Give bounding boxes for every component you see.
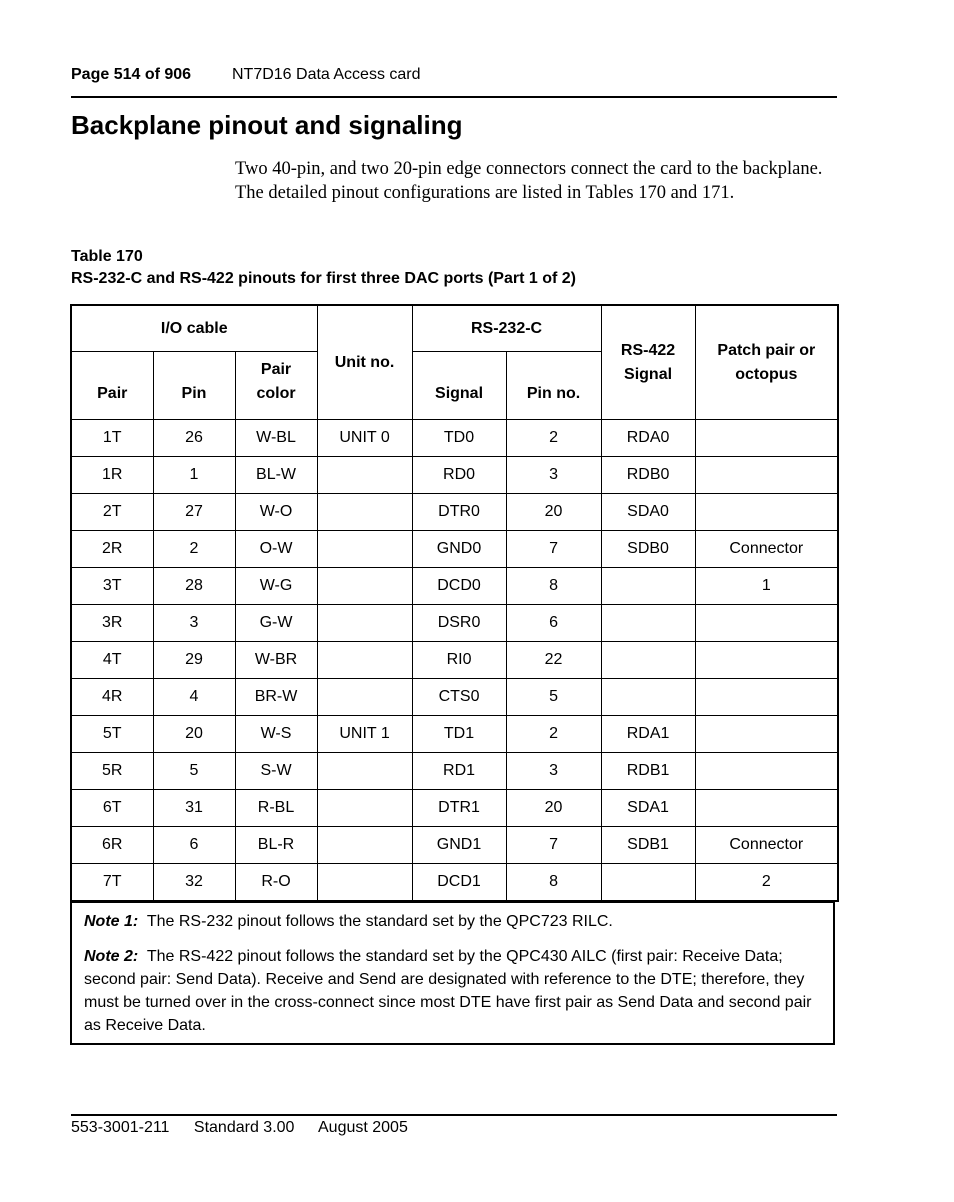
unit-no-cell — [317, 827, 412, 864]
pinout-table — [70, 304, 839, 902]
pair-color-cell: R-BL — [235, 790, 317, 827]
pair-cell: 3T — [71, 568, 153, 605]
unit-no-cell: UNIT 0 — [317, 420, 412, 457]
table-row — [71, 753, 838, 790]
doc-number: 553-3001-211 — [71, 1119, 170, 1136]
patch-pair-cell — [695, 679, 838, 716]
patch-pair-cell: Connector — [695, 531, 838, 568]
table-row — [71, 420, 838, 457]
rs422-signal-cell: SDA1 — [601, 790, 695, 827]
pair-cell: 1T — [71, 420, 153, 457]
patch-pair-cell — [695, 457, 838, 494]
rs422-signal-cell — [601, 642, 695, 679]
pair-cell: 7T — [71, 864, 153, 902]
signal-cell: TD1 — [412, 716, 506, 753]
rs422-signal-cell — [601, 568, 695, 605]
pin-cell: 27 — [153, 494, 235, 531]
pin-cell: 6 — [153, 827, 235, 864]
pin-cell: 5 — [153, 753, 235, 790]
rs422-signal-cell — [601, 679, 695, 716]
pair-color-cell: W-BL — [235, 420, 317, 457]
signal-cell: DTR1 — [412, 790, 506, 827]
patch-pair-cell — [695, 420, 838, 457]
pin-cell: 4 — [153, 679, 235, 716]
unit-no-cell — [317, 605, 412, 642]
pin-cell: 26 — [153, 420, 235, 457]
rs422-signal-cell — [601, 605, 695, 642]
pin-cell: 32 — [153, 864, 235, 902]
signal-cell: DCD1 — [412, 864, 506, 902]
table-row — [71, 531, 838, 568]
pin-no-cell: 2 — [506, 420, 601, 457]
note-1-text: The RS-232 pinout follows the standard set by the QPC723 RILC. — [146, 913, 613, 930]
pin-no-cell: 3 — [506, 753, 601, 790]
unit-no-cell — [317, 679, 412, 716]
pin-no-cell: 8 — [506, 568, 601, 605]
pair-color-cell: BR-W — [235, 679, 317, 716]
patch-pair-cell — [695, 642, 838, 679]
io-cable-group-header: I/O cable — [71, 305, 317, 352]
pin-no-cell: 8 — [506, 864, 601, 902]
pin-cell: 31 — [153, 790, 235, 827]
pin-cell: 2 — [153, 531, 235, 568]
pair-color-cell: W-O — [235, 494, 317, 531]
table-label: Table 170 — [71, 248, 143, 265]
signal-cell: RI0 — [412, 642, 506, 679]
patch-pair-cell — [695, 494, 838, 531]
patch-pair-cell: 2 — [695, 864, 838, 902]
signal-cell: RD1 — [412, 753, 506, 790]
signal-cell: DTR0 — [412, 494, 506, 531]
table-row — [71, 827, 838, 864]
signal-cell: RD0 — [412, 457, 506, 494]
section-title: Backplane pinout and signaling — [71, 110, 463, 140]
pair-color-cell: W-S — [235, 716, 317, 753]
table-row — [71, 679, 838, 716]
pair-color-cell: G-W — [235, 605, 317, 642]
pair-color-header: Pair color — [235, 352, 317, 420]
publication-date: August 2005 — [318, 1119, 408, 1136]
note-1-label: Note 1: — [84, 913, 139, 930]
pair-color-cell: R-O — [235, 864, 317, 902]
pair-color-cell: O-W — [235, 531, 317, 568]
pair-cell: 4R — [71, 679, 153, 716]
unit-no-cell — [317, 457, 412, 494]
pin-no-cell: 22 — [506, 642, 601, 679]
note-1 — [84, 910, 821, 933]
unit-no-cell — [317, 494, 412, 531]
table-row — [71, 716, 838, 753]
unit-no-cell — [317, 790, 412, 827]
pin-cell: 28 — [153, 568, 235, 605]
rs422-signal-cell: SDB0 — [601, 531, 695, 568]
pair-cell: 1R — [71, 457, 153, 494]
table-row — [71, 457, 838, 494]
note-2-text: The RS-422 pinout follows the standard set by the QPC430 AILC (first pair: Receive Data; second pair: Send Data). Receive and Send are designated with reference to the DTE; therefore, they must be turned over in the cross-connect since most DTE have first pair as Send Data and second pair as Receive Data. — [84, 948, 812, 1034]
rs422-signal-cell — [601, 864, 695, 902]
pair-color-cell: BL-R — [235, 827, 317, 864]
document-title: NT7D16 Data Access card — [232, 66, 421, 83]
pair-color-cell: W-G — [235, 568, 317, 605]
pair-header: Pair — [71, 352, 153, 420]
page-header — [71, 66, 837, 98]
pair-cell: 5T — [71, 716, 153, 753]
unit-no-cell: UNIT 1 — [317, 716, 412, 753]
unit-no-cell — [317, 568, 412, 605]
pair-cell: 4T — [71, 642, 153, 679]
patch-pair-cell — [695, 716, 838, 753]
table-caption: RS-232-C and RS-422 pinouts for first three DAC ports (Part 1 of 2) — [71, 270, 576, 287]
patch-pair-cell — [695, 753, 838, 790]
table-row — [71, 790, 838, 827]
patch-pair-cell: 1 — [695, 568, 838, 605]
pin-header: Pin — [153, 352, 235, 420]
pin-no-cell: 20 — [506, 790, 601, 827]
table-row — [71, 494, 838, 531]
signal-cell: CTS0 — [412, 679, 506, 716]
unit-no-cell — [317, 531, 412, 568]
signal-cell: DSR0 — [412, 605, 506, 642]
pin-cell: 29 — [153, 642, 235, 679]
patch-pair-cell — [695, 605, 838, 642]
pin-no-header: Pin no. — [506, 352, 601, 420]
table-row — [71, 605, 838, 642]
rs422-signal-header: RS-422 Signal — [601, 305, 695, 420]
pin-cell: 3 — [153, 605, 235, 642]
standard-version: Standard 3.00 — [193, 1119, 295, 1136]
patch-pair-header: Patch pair or octopus — [695, 305, 838, 420]
signal-cell: GND0 — [412, 531, 506, 568]
signal-cell: DCD0 — [412, 568, 506, 605]
pair-cell: 5R — [71, 753, 153, 790]
pin-cell: 1 — [153, 457, 235, 494]
unit-no-header: Unit no. — [317, 305, 412, 420]
intro-paragraph: Two 40-pin, and two 20-pin edge connectors connect the card to the backplane. The detailed pinout configurations are listed in Tables 170 and 171. — [235, 159, 823, 203]
pin-no-cell: 3 — [506, 457, 601, 494]
unit-no-cell — [317, 753, 412, 790]
rs422-signal-cell: RDB0 — [601, 457, 695, 494]
pair-cell: 6R — [71, 827, 153, 864]
pair-cell: 2R — [71, 531, 153, 568]
rs422-signal-cell: RDA1 — [601, 716, 695, 753]
pair-color-cell: S-W — [235, 753, 317, 790]
signal-header: Signal — [412, 352, 506, 420]
signal-cell: TD0 — [412, 420, 506, 457]
pin-no-cell: 7 — [506, 531, 601, 568]
rs422-signal-cell: RDA0 — [601, 420, 695, 457]
table-row — [71, 568, 838, 605]
signal-cell: GND1 — [412, 827, 506, 864]
pin-no-cell: 20 — [506, 494, 601, 531]
rs232-group-header: RS-232-C — [412, 305, 601, 352]
page-footer — [71, 1114, 837, 1137]
rs422-signal-cell: SDB1 — [601, 827, 695, 864]
unit-no-cell — [317, 864, 412, 902]
rs422-signal-cell: RDB1 — [601, 753, 695, 790]
pin-no-cell: 5 — [506, 679, 601, 716]
pin-no-cell: 2 — [506, 716, 601, 753]
table-notes — [70, 902, 835, 1045]
page-number: Page 514 of 906 — [71, 66, 192, 83]
table-body — [71, 420, 838, 902]
pair-cell: 3R — [71, 605, 153, 642]
patch-pair-cell — [695, 790, 838, 827]
table-row — [71, 642, 838, 679]
pin-no-cell: 6 — [506, 605, 601, 642]
pin-no-cell: 7 — [506, 827, 601, 864]
pair-color-cell: W-BR — [235, 642, 317, 679]
unit-no-cell — [317, 642, 412, 679]
pair-cell: 6T — [71, 790, 153, 827]
note-2-label: Note 2: — [84, 948, 139, 965]
table-row — [71, 864, 838, 902]
pin-cell: 20 — [153, 716, 235, 753]
patch-pair-cell: Connector — [695, 827, 838, 864]
pair-color-cell: BL-W — [235, 457, 317, 494]
pair-cell: 2T — [71, 494, 153, 531]
note-2 — [84, 945, 821, 1037]
rs422-signal-cell: SDA0 — [601, 494, 695, 531]
